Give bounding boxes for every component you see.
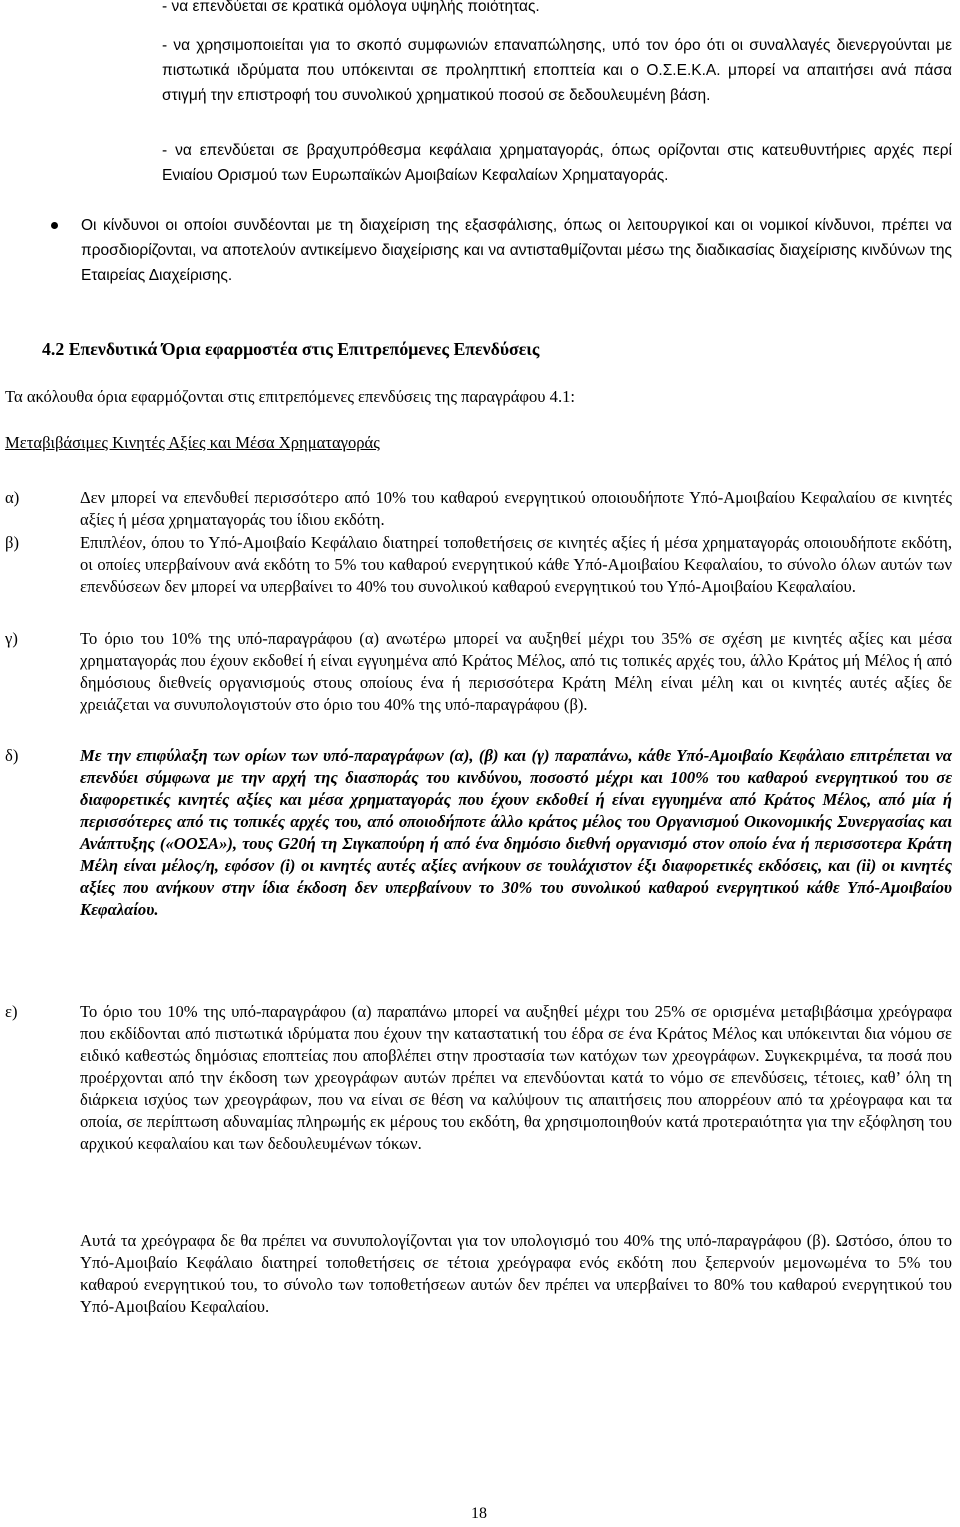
section-number: 4.2	[42, 339, 65, 359]
item-text: Το όριο του 10% της υπό-παραγράφου (α) παραπάνω μπορεί να αυξηθεί μέχρι του 25% σε ορισμένα μεταβιβάσιμα χρεόγραφα που εκδίδονται από πιστωτικά ιδρύματα που έχουν την καταστατική του έδρα σε ένα Κράτος Μέλος και υπόκεινται δια νόμου σε ειδικό καθεστώς δημόσιας εποπτείας που αποβλέπει στην προστασία των κατόχων των χρεογράφων. Συγκεκριμένα, τα ποσά που προέρχονται από την έκδοση των χρεογράφων αυτών πρέπει να επενδύονται κατά το νόμο σε επενδύσεις, τέτοιες, καθ’ όλη τη διάρκεια ισχύος των χρεογράφων, που να είναι σε θέση να καλύψουν τις απαιτήσεις που απορρέουν από τα χρέογραφα και τα οποία, σε περίπτωση αδυναμίας πληρωμής εκ μέρους του εκδότη, θα χρησιμοποιηθούν κατά προτεραιότητα για την εξόφληση του αρχικού κεφαλαίου και των δεδουλευμένων τόκων.	[80, 1002, 952, 1153]
dash-item-3: - να επενδύεται σε βραχυπρόθεσμα κεφάλαια χρηματαγοράς, όπως ορίζονται στις κατευθυντήριες αρχές περί Ενιαίου Ορισμού των Ευρωπαϊκών Αμοιβαίων Κεφαλαίων Χρηματαγοράς.	[162, 142, 952, 184]
item-text: Επιπλέον, όπου το Υπό-Αμοιβαίο Κεφάλαιο διατηρεί τοποθετήσεις σε κινητές αξίες ή μέσα χρηματαγοράς οποιουδήποτε εκδότη, οι οποίες υπερβαίνουν ανά εκδότη το 5% του καθαρού ενεργητικού κάθε Υπό-Αμοιβαίου Κεφαλαίου, το σύνολο όλων αυτών των επενδύσεων δεν μπορεί να υπερβαίνει το 40% του συνολικού καθαρού ενεργητικού του Υπό-Αμοιβαίου Κεφαλαίου.	[80, 533, 952, 596]
item-label: γ)	[5, 629, 18, 648]
risk-paragraph: Οι κίνδυνοι οι οποίοι συνδέονται με τη διαχείριση της εξασφάλισης, όπως οι λειτουργικοί και οι νομικοί κίνδυνοι, πρέπει να προσδιορίζονται, να αποτελούν αντικείμενο διαχείρισης και να αντισταθμίζονται μέσω της διαδικασίας διαχείρισης κινδύνων της Εταιρείας Διαχείρισης.	[81, 217, 952, 284]
item-label: β)	[5, 533, 19, 552]
dash-item-1: - να επενδύεται σε κρατικά ομόλογα υψηλής ποιότητας.	[162, 0, 540, 15]
page-number: 18	[471, 1505, 487, 1522]
item-text: Με την επιφύλαξη των ορίων των υπό-παραγράφων (α), (β) και (γ) παραπάνω, κάθε Υπό-Αμοιβαίο Κεφάλαιο επιτρέπεται να επενδύει σύμφωνα με την αρχή της διασποράς του κινδύνου, ποσοστό μέχρι και 100% του καθαρού ενεργητικού του σε διαφορετικές κινητές αξίες και μέσα χρηματαγοράς που έχουν εκδοθεί ή είναι εγγυημένα από Κράτος Μέλος, από μία ή περισσότερες από τις τοπικές αρχές του, από οποιοδήποτε άλλο κράτος μέλος του Οργανισμού Οικονομικής Συνεργασίας και Ανάπτυξης («ΟΟΣΑ»), τους G20ή τη Σιγκαπούρη ή από ένα δημόσιο διεθνή οργανισμό στον οποίο ένα ή περισσοτερα Κράτη Μέλη είναι μέλος/η, εφόσον (i) οι κινητές αυτές αξίες ανήκουν σε τουλάχιστον έξι διαφορετικές εκδόσεις, και (ii) οι κινητές αξίες που ανήκουν στην ίδια έκδοση δεν υπερβαίνουν το 30% του συνολικού καθαρού ενεργητικού κάθε Υπό-Αμοιβαίου Κεφαλαίου.	[80, 746, 952, 919]
closing-paragraph: Αυτά τα χρεόγραφα δε θα πρέπει να συνυπολογίζονται για τον υπολογισμό του 40% της υπό-παραγράφου (β). Ωστόσο, όπου το Υπό-Αμοιβαίο Κεφάλαιο διατηρεί τοποθετήσεις σε τέτοια χρεόγραφα ενός εκδότη που ξεπερνούν μεμονωμένα το 5% του καθαρού ενεργητικού του, το σύνολο των τοποθετήσεων αυτών δεν πρέπει να υπερβαίνει το 80% του καθαρού ενεργητικού του Υπό-Αμοιβαίου Κεφαλαίου.	[80, 1231, 952, 1316]
subheading: Μεταβιβάσιμες Κινητές Αξίες και Μέσα Χρηματαγοράς	[5, 433, 380, 452]
item-label: α)	[5, 488, 20, 507]
item-text: Δεν μπορεί να επενδυθεί περισσότερο από 10% του καθαρού ενεργητικού οποιουδήποτε Υπό-Αμοιβαίου Κεφαλαίου σε κινητές αξίες ή μέσα χρηματαγοράς του ίδιου εκδότη.	[80, 488, 952, 529]
section-title: Επενδυτικά Όρια εφαρμοστέα στις Επιτρεπόμενες Επενδύσεις	[68, 339, 540, 359]
item-text: Το όριο του 10% της υπό-παραγράφου (α) ανωτέρω μπορεί να αυξηθεί μέχρι του 35% σε σχέση με κινητές αξίες και μέσα χρηματαγοράς που έχουν εκδοθεί ή είναι εγγυημένα από Κράτος Μέλος, από τις τοπικές αρχές του, άλλο Κράτος μή Μέλος ή από δημόσιους διεθνείς οργανισμούς στους οποίους ένα ή περισσότερα Κράτη Μέλη είναι μέλη και οι κινητές αυτές αξίες δε χρειάζεται να συνυπολογιστούν στο όριο του 40% της υπό-παραγράφου (β).	[80, 629, 952, 714]
section-heading	[42, 337, 539, 361]
intro-paragraph: Τα ακόλουθα όρια εφαρμόζονται στις επιτρεπόμενες επενδύσεις της παραγράφου 4.1:	[5, 387, 576, 406]
item-label: ε)	[5, 1002, 18, 1021]
bullet-icon	[51, 222, 58, 229]
item-label: δ)	[5, 746, 19, 765]
dash-item-2: - να χρησιμοποιείται για το σκοπό συμφωνιών επαναπώλησης, υπό τον όρο ότι οι συναλλαγές διενεργούνται με πιστωτικά ιδρύματα που υπόκεινται σε προληπτική εποπτεία και ο Ο.Σ.Ε.Κ.Α. μπορεί να απαιτήσει ανά πάσα στιγμή την επιστροφή του συνολικού χρηματικού ποσού σε δεδουλευμένη βάση.	[162, 37, 952, 104]
